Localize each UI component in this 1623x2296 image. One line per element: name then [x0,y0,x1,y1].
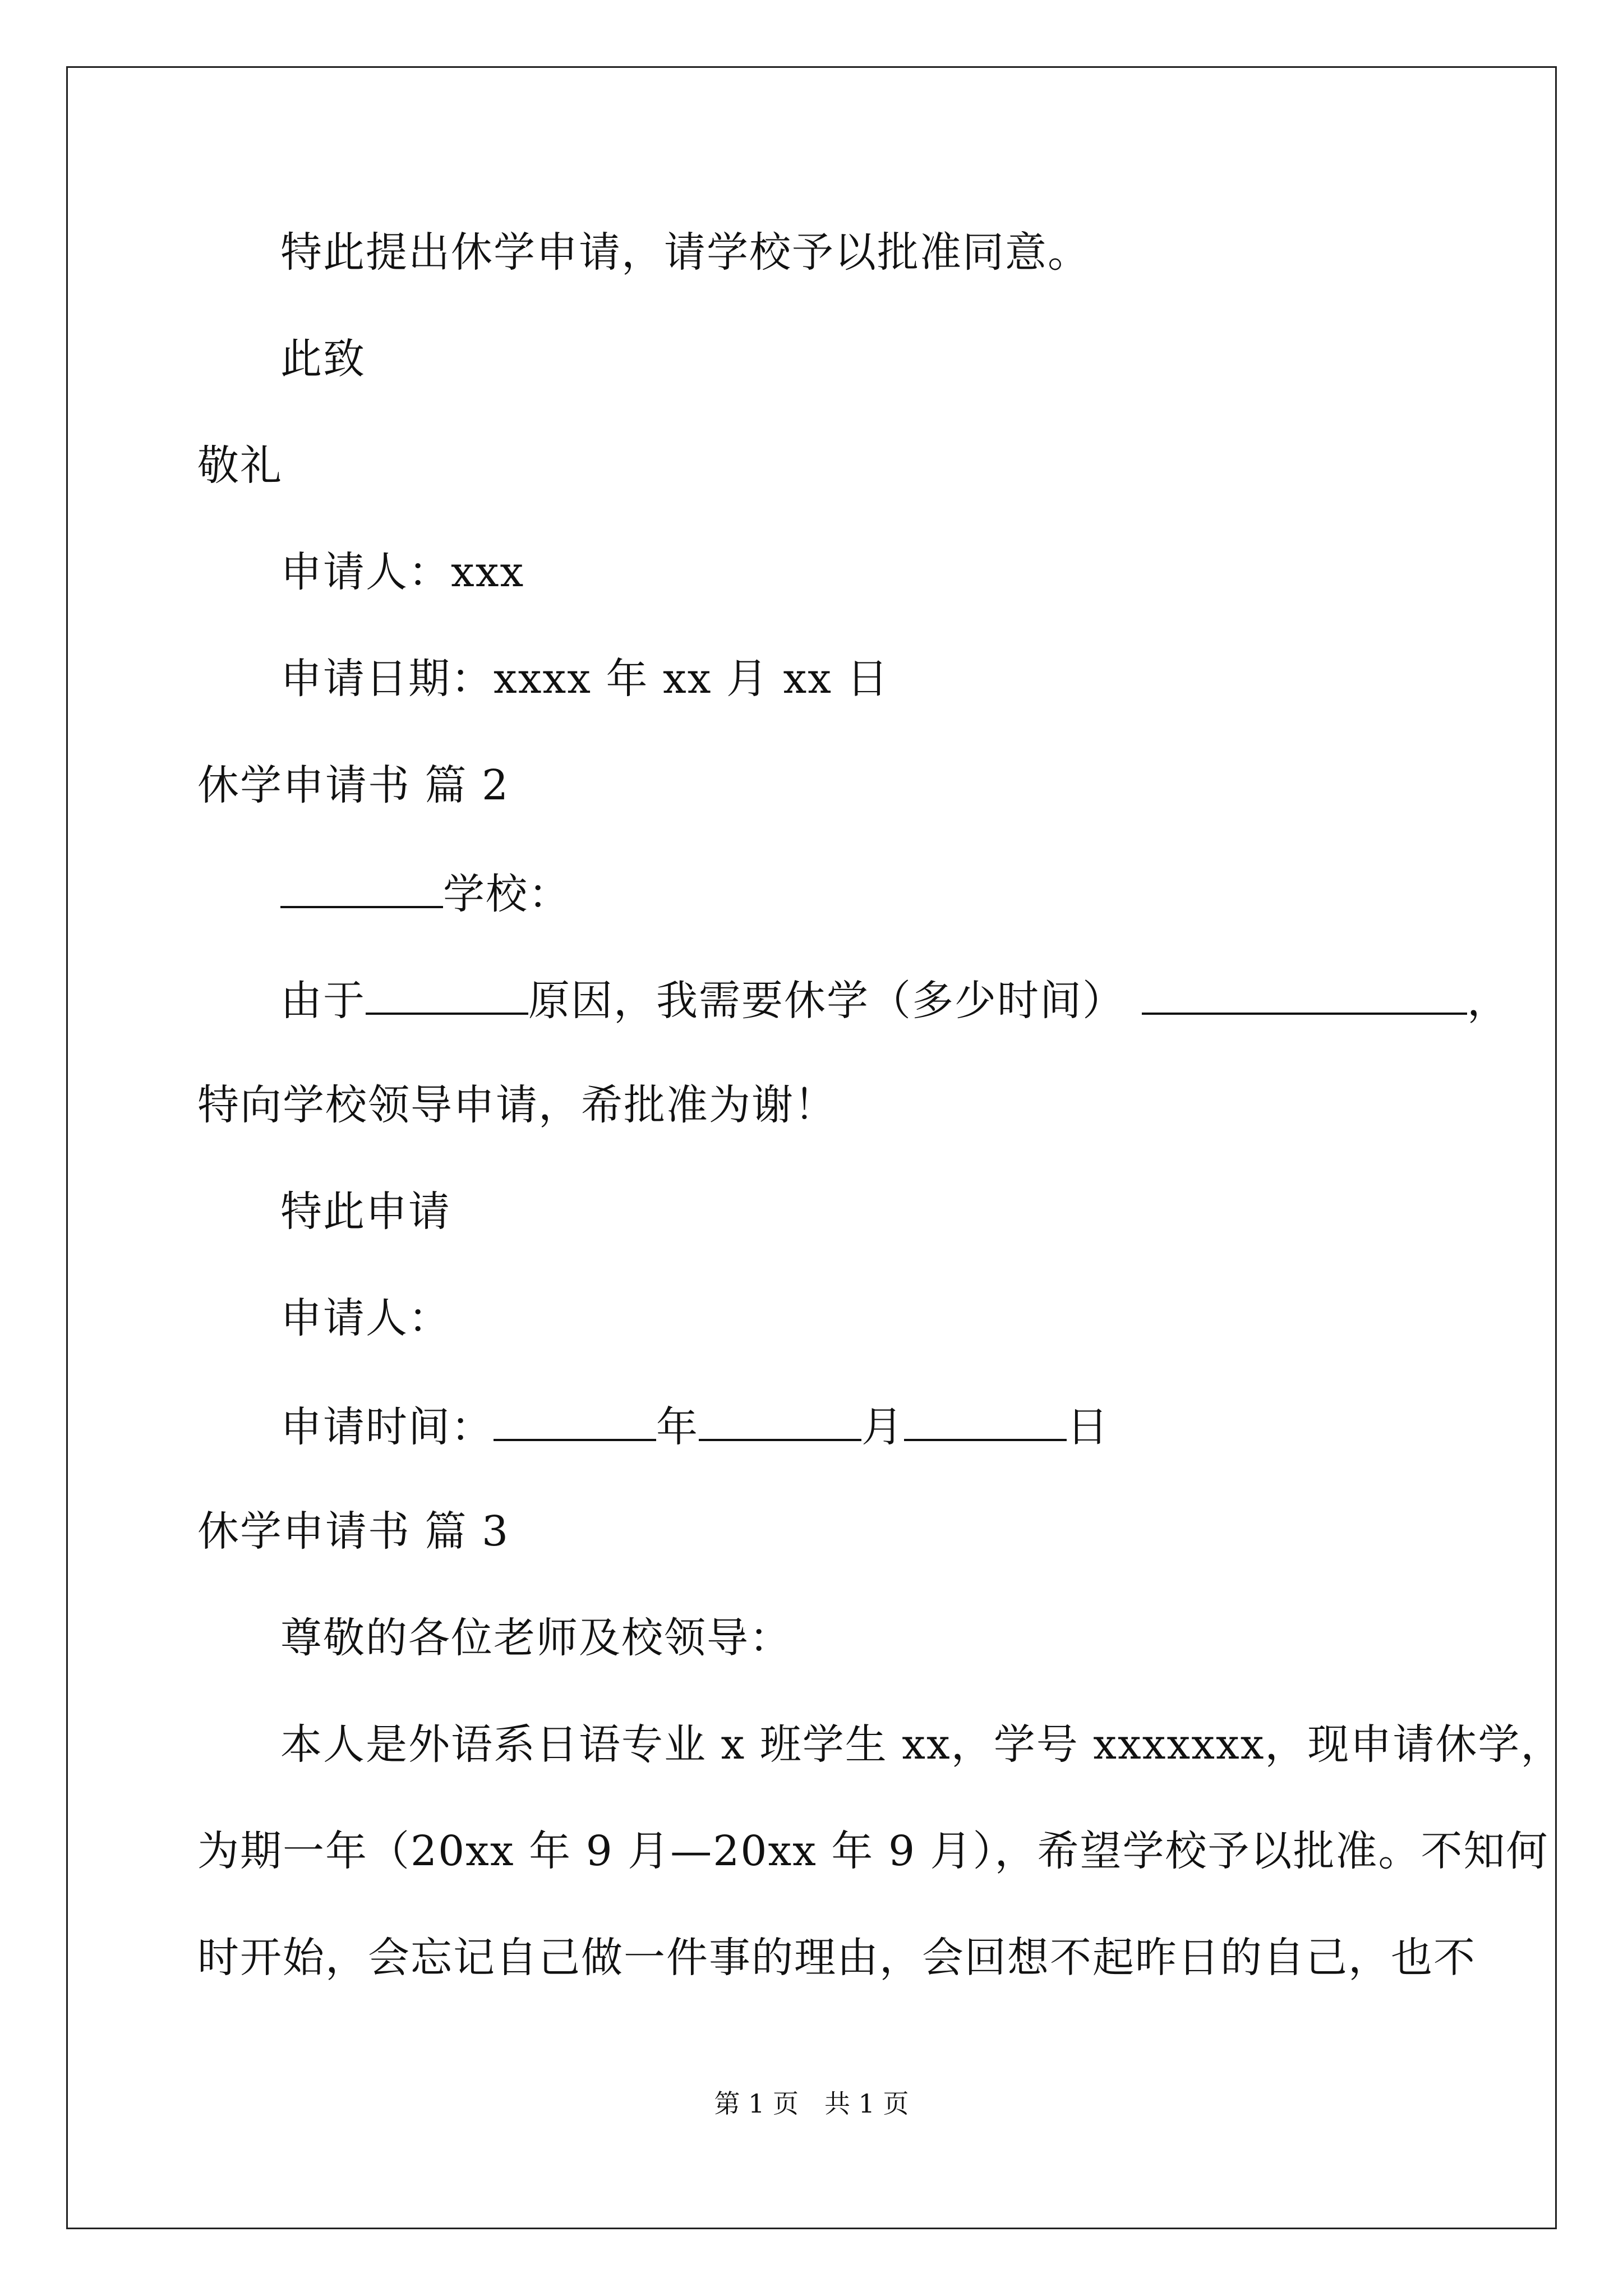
day-blank [904,1400,1067,1441]
day-label: 日 [1067,1403,1109,1451]
reason-line [280,973,1510,1026]
applicant-label-line: 申请人： [280,1294,451,1342]
section-heading-2: 休学申请书 篇 2 [197,761,510,809]
month-blank [699,1400,861,1441]
page-footer: 第 1 页 共 1 页 [714,2088,909,2119]
greeting-line: 尊敬的各位老师及校领导： [280,1614,792,1662]
school-address-line [280,867,571,919]
duration-blank [1142,973,1467,1015]
closing-sentence: 特此提出休学申请，请学校予以批准同意。 [280,228,1090,277]
reason-comma: ， [1467,977,1510,1025]
section-heading-3: 休学申请书 篇 3 [197,1507,510,1556]
body-line-1: 本人是外语系日语专业 x 班学生 xx，学号 xxxxxxx，现申请休学， [280,1720,1564,1769]
salutation-jingli: 敬礼 [197,441,283,490]
salutation-cizhi: 此致 [280,335,366,383]
year-blank [494,1400,656,1441]
body-line-3: 时开始，会忘记自己做一件事的理由，会回想不起昨日的自己，也不 [197,1934,1476,1982]
applicant-line: 申请人：xxx [280,548,525,596]
reason-blank [366,973,528,1015]
reason-middle: 原因，我需要休学（多少时间） [528,977,1125,1025]
year-label: 年 [656,1403,699,1451]
special-request-line: 特此申请 [280,1188,451,1236]
body-line-2: 为期一年（20xx 年 9 月—20xx 年 9 月），希望学校予以批准。不知何 [197,1827,1549,1875]
request-line: 特向学校领导申请，希批准为谢！ [197,1081,837,1129]
reason-prefix: 由于 [280,977,366,1025]
application-time-line [280,1400,1109,1452]
application-time-label: 申请时间： [280,1403,494,1451]
page-border [66,66,1557,2229]
school-name-blank [280,867,443,908]
school-label: 学校： [443,870,571,918]
application-date-line: 申请日期：xxxx 年 xx 月 xx 日 [280,655,889,703]
month-label: 月 [861,1403,904,1451]
